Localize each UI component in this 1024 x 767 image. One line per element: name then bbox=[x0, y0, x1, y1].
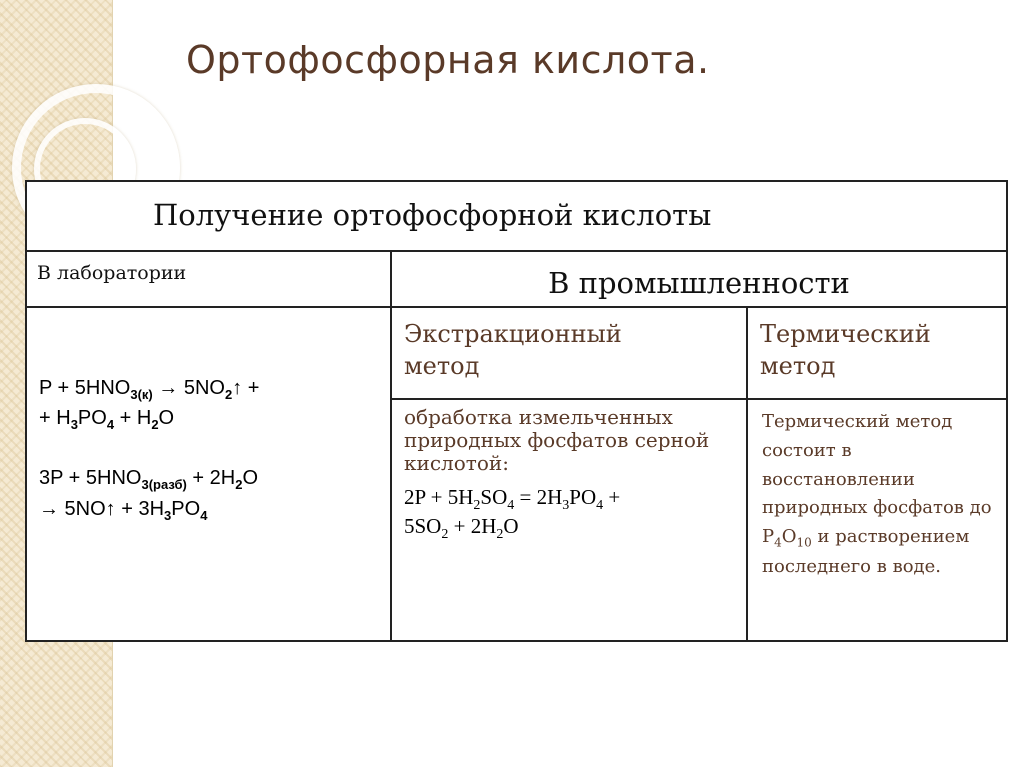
extraction-method-body bbox=[391, 399, 747, 641]
extraction-equation: $2P + 5H_2SO_4 = 2H_3PO_4$ + $5SO_2 + 2H_2O$ bbox=[404, 485, 621, 543]
thermal-method-body: Термический метод состоит в восстановлении природных фосфатов до $P_4O_{10}$ и растворением последнего в воде. bbox=[747, 399, 1007, 641]
lab-header: В лаборатории bbox=[26, 251, 391, 307]
lab-equations-cell bbox=[26, 307, 391, 641]
extraction-method-line1: Экстракционный bbox=[404, 320, 622, 348]
slide-title: Ортофосфорная кислота. bbox=[186, 38, 710, 82]
extraction-description: обработка измельченных природных фосфатов серной кислотой: bbox=[404, 405, 710, 475]
lab-equation-2: $3P + 5HNO_{3(разб)} + 2H_2O$ → 5NO↑ + $3H_3PO_4$ bbox=[39, 467, 259, 523]
extraction-method-line2: метод bbox=[404, 352, 480, 381]
table-caption: Получение ортофосфорной кислоты bbox=[26, 181, 1007, 251]
production-table bbox=[25, 180, 1008, 642]
thermal-method-line2: метод bbox=[760, 352, 836, 381]
lab-equation-1: $P + 5HNO_{3(к)}$ → $5NO_2↑$ + + $H_3PO_4 + H_2O$ bbox=[39, 377, 260, 433]
thermal-method-line1: Термический bbox=[760, 320, 931, 348]
extraction-method-header bbox=[391, 307, 747, 399]
industry-header: В промышленности bbox=[391, 251, 1007, 307]
thermal-method-header bbox=[747, 307, 1007, 399]
